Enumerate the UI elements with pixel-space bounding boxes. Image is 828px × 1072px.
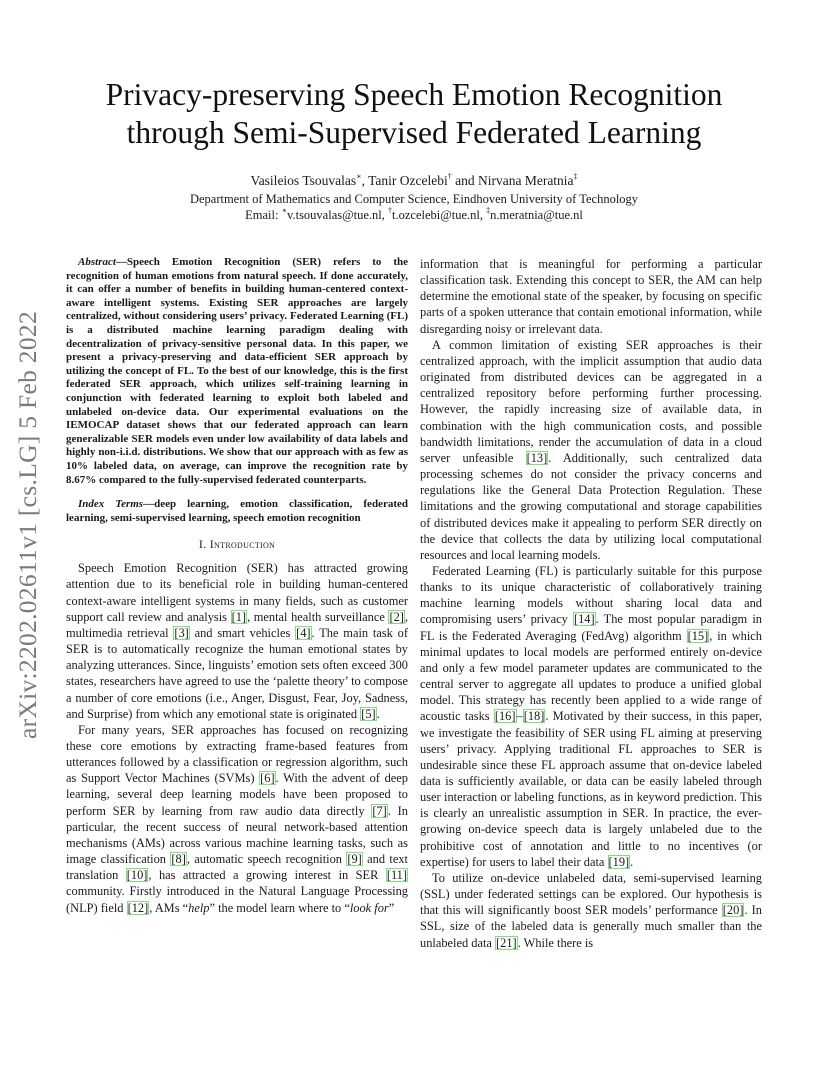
title-line-2: through Semi-Supervised Federated Learning [126, 115, 702, 150]
email-3[interactable]: n.meratnia@tue.nl [490, 208, 583, 222]
author-2-mark: † [447, 171, 452, 181]
email-mark-1: ∗ [281, 205, 288, 215]
text-run: , automatic speech recognition [186, 852, 347, 867]
author-3-mark: ‡ [573, 171, 578, 181]
citation-link[interactable]: [9] [347, 852, 362, 867]
citation-link[interactable]: [14] [573, 612, 595, 627]
email-mark-2: † [388, 205, 392, 215]
text-run: – [516, 709, 523, 724]
text-run: Speech Emotion Recognition (SER) has attracted growing attention due to its beneficial role in building human-centered context-aware intelligent systems in many fields, such as customer support call review and analysis [66, 561, 408, 624]
text-run: . Motivated by their success, in this paper, we investigate the feasibility of SER using FL aiming at preserving users’ privacy. Applying traditional FL approaches to SER is undesirable since these FL approach assume that on-device labeled data is sufficiently available, or data can be easily labeled through user interaction or labeling functions, as in keyword prediction. This is clearly an unrealistic assumption in SER. In practice, the ever-growing on-device speech data is largely unlabeled due to the prohibitive cost of annotation and little to no incentives (or expertise) for users to label their data [420, 709, 762, 869]
citation-link[interactable]: [6] [260, 771, 275, 786]
text-run: , AMs “ [149, 900, 189, 915]
text-run: . The most popular paradigm in FL is the Federated Averaging (FedAvg) algorithm [420, 612, 762, 643]
intro-paragraph-1 [66, 560, 408, 722]
citation-link[interactable]: [16] [494, 709, 516, 724]
abstract-text: —Speech Emotion Recognition (SER) refers to the recognition of human emotions from natural speech. If done accurately, it can offer a number of benefits in building human-centered context-aware intelligent systems. Existing SER approaches are largely centralized, without considering users’ privacy. Federated Learning (FL) is a distributed machine learning paradigm dealing with decentralization of privacy-sensitive personal data. In this paper, we present a privacy-preserving and data-efficient SER approach by utilizing the concept of FL. To the best of our knowledge, this is the first federated SER approach, which utilizes self-training learning in conjunction with federated learning to exploit both labeled and unlabeled on-device data. Our experimental evaluations on the IEMOCAP dataset shows that our federated approach can learn generalizable SER models even under low availability of data labels and highly non-i.i.d. distributions. We show that our approach with as few as 10% labeled data, on average, can improve the recognition rate by 8.67% compared to the fully-supervised federated counterparts. [66, 256, 408, 486]
intro-paragraph-2 [66, 722, 408, 916]
email-mark-3: ‡ [486, 205, 491, 215]
text-run: , multimedia retrieval [66, 609, 408, 640]
email-line [66, 207, 762, 223]
author-separator-2: and [451, 173, 478, 188]
author-separator-1: , [361, 173, 369, 188]
emphasis: look for [349, 900, 389, 915]
intro-paragraph-3 [420, 337, 762, 563]
author-list [66, 172, 762, 189]
citation-link[interactable]: [21] [496, 935, 517, 950]
author-1: Vasileios Tsouvalas [250, 173, 357, 188]
text-run: . In SSL, size of the labeled data is generally much smaller than the unlabeled data [420, 903, 762, 950]
text-run: . The main task of SER is to automatically recognize the human emotional states by analyzing utterances. Since, linguists’ emotion sets often exceed 300 states, researchers have agreed to use the ‘palette theory’ to compose a number of core emotions (i.e., Anger, Disgust, Fear, Joy, Sadness, and Surprise) from which any emotional state is originated [66, 625, 408, 721]
citation-link[interactable]: [1] [231, 609, 247, 624]
arxiv-identifier-stamp [8, 295, 48, 755]
citation-link[interactable]: [18] [523, 709, 545, 724]
index-terms-lead: Index Terms [78, 498, 144, 511]
text-run: A common limitation of existing SER approaches is their centralized approach, with the implicit assumption that audio data originated from distributed devices can be aggregated in a centralized repository before performing further processing. However, the rapidly increasing size of available data, in combination with the high communication costs, and possible bandwidth limitations, render the accumulation of data in a cloud server unfeasible [420, 337, 762, 465]
email-1[interactable]: v.tsouvalas@tue.nl, [287, 208, 388, 222]
citation-link[interactable]: [15] [687, 628, 709, 643]
email-label: Email: [245, 208, 282, 222]
affiliation: Department of Mathematics and Computer Science, Eindhoven University of Technology [189, 192, 639, 206]
text-run: To utilize on-device unlabeled data, semi-supervised learning (SSL) under federated settings can be explored. Our hypothesis is that this will significantly boost SER models’ performance [420, 870, 762, 918]
index-terms [66, 498, 408, 525]
text-run: and smart vehicles [189, 625, 296, 640]
intro-paragraph-4 [420, 563, 762, 870]
email-2[interactable]: t.ozcelebi@tue.nl, [392, 208, 487, 222]
intro-paragraph-5 [420, 870, 762, 951]
emphasis: help [188, 900, 210, 915]
text-run: . [376, 706, 380, 721]
citation-link[interactable]: [4] [296, 625, 311, 640]
citation-link[interactable]: [3] [174, 625, 189, 640]
arxiv-identifier[interactable]: arXiv:2202.02611v1 [cs.LG] 5 Feb 2022 [13, 310, 42, 740]
text-run: . [630, 854, 634, 869]
citation-link[interactable]: [5] [361, 706, 376, 721]
citation-link[interactable]: [20] [722, 903, 744, 918]
text-run: , has attracted a growing interest in SER [148, 868, 386, 883]
abstract [66, 256, 408, 487]
text-run: , mental health surveillance [247, 609, 389, 624]
author-2: Tanir Ozcelebi [368, 173, 448, 188]
citation-link[interactable]: [13] [526, 450, 548, 465]
citation-link[interactable]: [12] [127, 900, 149, 915]
text-run: ” the model learn where to “ [209, 900, 350, 915]
section-number: I. [198, 537, 210, 552]
index-terms-text: —deep learning, emotion classification, federated learning, semi-supervised learning, speech emotion recognition [66, 498, 408, 524]
abstract-lead: Abstract [78, 256, 116, 268]
citation-link[interactable]: [7] [372, 803, 387, 818]
text-run: and text translation [66, 852, 409, 883]
text-run: ” [388, 900, 395, 915]
citation-link[interactable]: [19] [608, 854, 630, 869]
text-run: Federated Learning (FL) is particularly suitable for this purpose thanks to its unique characteristic of collaboratively training machine learning models without sharing local data and compromising users’ privacy [420, 563, 762, 627]
text-run: . While there is [517, 935, 594, 950]
text-run: , in which minimal updates to local models are performed entirely on-device and only a few model parameter updates are communicated to the central server to aggregate all updates to produce a unified global model. This strategy has recently been applied to a wide range of acoustic tasks [420, 628, 762, 724]
section-title: Introduction [209, 537, 276, 552]
citation-link[interactable]: [2] [389, 609, 404, 624]
text-run: community. Firstly introduced in the Natural Language Processing (NLP) field [66, 884, 408, 915]
author-1-mark: ∗ [356, 171, 362, 181]
text-run: . In particular, the recent success of neural network-based attention mechanisms (AMs) across various machine learning tasks, such as image classification [66, 803, 408, 867]
citation-link[interactable]: [8] [171, 852, 186, 867]
section-heading-introduction [66, 537, 408, 552]
left-column [66, 256, 408, 916]
text-run: . With the advent of deep learning, several deep learning models have been proposed to perform SER by learning from raw audio data directly [66, 771, 408, 818]
author-3: Nirvana Meratnia [477, 173, 574, 188]
right-column [420, 256, 762, 951]
citation-link[interactable]: [10] [126, 868, 148, 883]
title-line-1: Privacy-preserving Speech Emotion Recognition [105, 77, 723, 112]
text-run: . Additionally, such centralized data processing schemes do not consider the privacy concerns and regulations like the General Data Protection Regulation. These limitations and the growing computational and storage capabilities of distributed devices make it appealing to perform SER directly on the device that collects the data by utilizing local computational resources and local learning models. [420, 450, 762, 562]
citation-link[interactable]: [11] [386, 868, 407, 883]
text-run: For many years, SER approaches has focused on recognizing these core emotions by extracting frame-based features from utterances followed by a classification or regression algorithm, such as Support Vector Machines (SVMs) [66, 722, 408, 786]
intro-paragraph-continued: information that is meaningful for performing a particular classification task. Extending this concept to SER, the AM can help determine the emotional state of the speaker, by focusing on specific parts of a spoken utterance that contain emotional information, while disregarding noisy or irrelevant data. [420, 257, 763, 336]
paper-title [66, 76, 762, 152]
